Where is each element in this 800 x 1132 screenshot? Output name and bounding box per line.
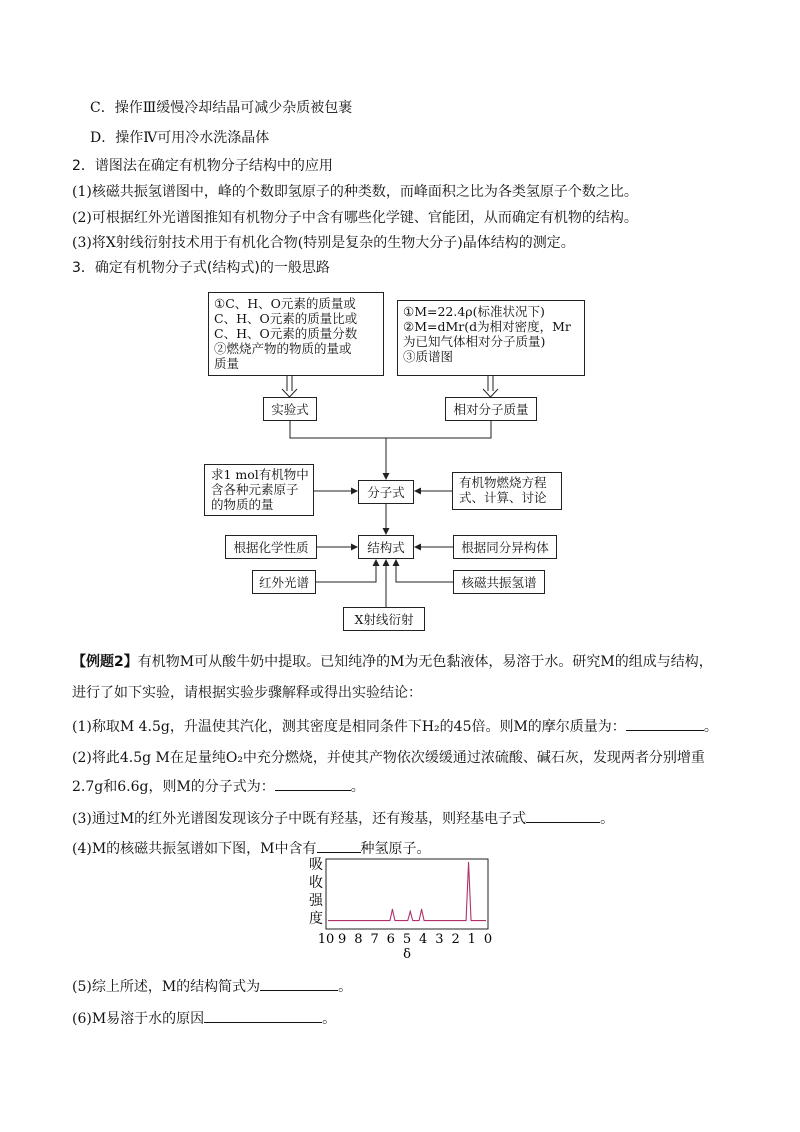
question-2-end: 。 bbox=[350, 779, 365, 795]
x-axis-ticks bbox=[318, 932, 492, 947]
box-combustion-line-1: 有机物燃烧方程 bbox=[459, 475, 547, 490]
box-molar-mass-line-4: ③质谱图 bbox=[403, 349, 454, 364]
question-6 bbox=[72, 1008, 336, 1029]
plot-frame bbox=[326, 859, 488, 929]
section2-heading: 2．谱图法在确定有机物分子结构中的应用 bbox=[72, 158, 333, 174]
question-1 bbox=[72, 716, 718, 737]
box-molar-mass-line-3: 为已知气体相对分子质量) bbox=[403, 334, 546, 349]
example-intro-1: 有机物M可从酸牛奶中提取。已知纯净的M为无色黏液体，易溶于水。研究M的组成与结构， bbox=[137, 654, 713, 670]
example-tag: 【例题2】 bbox=[72, 654, 138, 670]
box-molar-mass-line-1: ①M=22.4ρ(标准状况下) bbox=[403, 304, 545, 319]
x-tick-label: 10 bbox=[317, 932, 335, 947]
question-3 bbox=[72, 808, 614, 829]
question-2-text: 2.7g和6.6g，则M的分子式为： bbox=[72, 779, 275, 795]
example-intro-2: 进行了如下实验，请根据实验步骤解释或得出实验结论： bbox=[72, 685, 422, 701]
box-chemical-properties: 根据化学性质 bbox=[225, 535, 317, 559]
question-2b bbox=[72, 776, 365, 797]
answer-blank-5[interactable] bbox=[260, 976, 338, 991]
y-axis-label-char: 度 bbox=[309, 911, 323, 927]
double-arrow-right-head bbox=[483, 389, 498, 397]
y-axis-label-char: 强 bbox=[309, 893, 323, 909]
y-axis-label bbox=[309, 857, 324, 927]
box-element-mass-line-2: C、H、O元素的质量比或 bbox=[214, 311, 358, 326]
x-tick-label: 6 bbox=[386, 932, 395, 947]
double-arrow-right bbox=[488, 376, 493, 391]
section2-item-2: (2)可根据红外光谱图推知有机物分子中含有哪些化学键、官能团，从而确定有机物的结构。 bbox=[72, 210, 638, 226]
box-molecular-formula: 分子式 bbox=[358, 480, 414, 504]
question-3-end: 。 bbox=[600, 811, 615, 827]
y-axis-label-char: 吸 bbox=[309, 857, 323, 873]
box-xray: X射线衍射 bbox=[343, 607, 425, 631]
option-d: D．操作Ⅳ可用冷水洗涤晶体 bbox=[90, 130, 270, 146]
box-moles-line-3: 的物质的量 bbox=[211, 497, 274, 512]
box-element-mass-line-5: 质量 bbox=[214, 356, 240, 371]
box-molar-mass-line-2: ②M=dMr(d为相对密度，Mr bbox=[403, 319, 571, 334]
question-2a: (2)将此4.5g M在足量纯O₂中充分燃烧，并使其产物依次缓缓通过浓硫酸、碱石灰，发现两者分别增重 bbox=[72, 750, 705, 766]
peaks bbox=[392, 862, 469, 912]
box-structural-formula: 结构式 bbox=[358, 535, 414, 559]
section3-heading: 3．确定有机物分子式(结构式)的一般思路 bbox=[72, 260, 330, 276]
question-6-end: 。 bbox=[322, 1011, 337, 1027]
question-5 bbox=[72, 976, 352, 997]
example-line-1 bbox=[72, 652, 713, 672]
x-tick-label: 7 bbox=[370, 932, 379, 947]
question-4-text-b: 种氢原子。 bbox=[360, 841, 431, 857]
box-empirical-formula: 实验式 bbox=[263, 397, 317, 421]
box-combustion-line-2: 式、计算、讨论 bbox=[459, 490, 547, 505]
box-relative-molecular-mass: 相对分子质量 bbox=[445, 397, 537, 421]
question-3-text: (3)通过M的红外光谱图发现该分子中既有羟基，还有羧基，则羟基电子式 bbox=[72, 811, 527, 827]
x-tick-label: 2 bbox=[451, 932, 460, 947]
box-moles-line-2: 含各种元素原子 bbox=[211, 482, 299, 497]
answer-blank-2[interactable] bbox=[275, 776, 351, 791]
answer-blank-6[interactable] bbox=[204, 1008, 322, 1023]
arrow-ir-to-structural bbox=[316, 560, 376, 582]
spectrum-peak bbox=[410, 911, 411, 912]
answer-blank-1[interactable] bbox=[626, 716, 704, 731]
x-tick-label: 4 bbox=[419, 932, 428, 947]
x-tick-label: 5 bbox=[402, 932, 412, 947]
question-5-text: (5)综上所述，M的结构简式为 bbox=[72, 979, 261, 995]
box-nmr: 核磁共振氢谱 bbox=[453, 570, 545, 594]
spectrum-line bbox=[328, 863, 486, 921]
question-4-text-a: (4)M的核磁共振氢谱如下图，M中含有 bbox=[72, 841, 317, 857]
box-moles-line-1: 求1 mol有机物中 bbox=[211, 467, 309, 482]
spectrum-peak bbox=[468, 862, 469, 863]
x-tick-label: 0 bbox=[483, 932, 493, 947]
nmr-spectrum-chart bbox=[290, 855, 500, 960]
section2-item-3: (3)将X射线衍射技术用于有机化合物(特别是复杂的生物大分子)晶体结构的测定。 bbox=[72, 235, 575, 251]
section2-item-1: (1)核磁共振氢谱图中，峰的个数即氢原子的种类数，而峰面积之比为各类氢原子个数之比。 bbox=[72, 184, 638, 200]
spectrum-peak bbox=[421, 909, 422, 910]
double-arrow-left-head bbox=[282, 389, 297, 397]
question-1-text: (1)称取M 4.5g，升温使其汽化，测其密度是相同条件下H₂的45倍。则M的摩尔质量为： bbox=[72, 719, 626, 735]
x-axis-label: δ bbox=[403, 947, 411, 960]
arrow-nmr-to-structural bbox=[396, 560, 453, 582]
question-1-end: 。 bbox=[703, 719, 718, 735]
spectrum-peak bbox=[392, 909, 393, 910]
x-tick-label: 3 bbox=[435, 932, 444, 947]
box-element-mass-line-3: C、H、O元素的质量分数 bbox=[214, 326, 358, 341]
answer-blank-3[interactable] bbox=[526, 808, 600, 823]
box-element-mass-line-1: ①C、H、O元素的质量或 bbox=[214, 296, 356, 311]
question-5-end: 。 bbox=[338, 979, 353, 995]
y-axis-label-char: 收 bbox=[309, 875, 323, 891]
box-element-mass-line-4: ②燃烧产物的物质的量或 bbox=[214, 341, 352, 356]
option-c: C．操作Ⅲ缓慢冷却结晶可减少杂质被包裹 bbox=[90, 100, 353, 116]
box-infrared: 红外光谱 bbox=[252, 570, 316, 594]
merge-line bbox=[290, 421, 491, 438]
answer-blank-4[interactable] bbox=[317, 838, 361, 853]
x-tick-label: 9 bbox=[338, 932, 347, 947]
double-arrow-left bbox=[287, 376, 292, 391]
x-tick-label: 1 bbox=[467, 932, 476, 947]
box-isomers: 根据同分异构体 bbox=[453, 535, 557, 559]
x-tick-label: 8 bbox=[354, 932, 363, 947]
question-6-text: (6)M易溶于水的原因 bbox=[72, 1011, 205, 1027]
